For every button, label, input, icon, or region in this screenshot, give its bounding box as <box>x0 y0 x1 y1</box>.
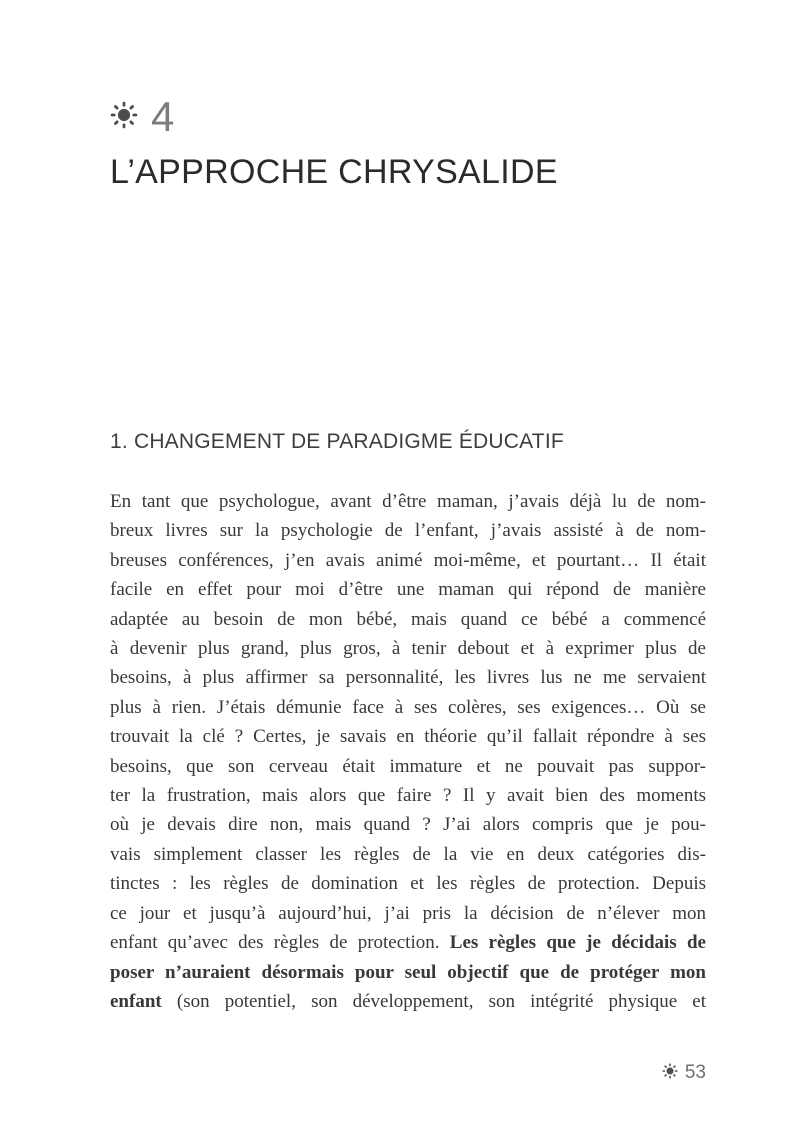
sun-icon <box>110 101 138 134</box>
body-line: breuses conférences, j’en avais animé moi-même, et pourtant… Il était <box>110 549 706 571</box>
body-line: adaptée au besoin de mon bébé, mais quand ce bébé a commencé <box>110 608 706 630</box>
section-heading: 1. CHANGEMENT DE PARADIGME ÉDUCATIF <box>110 430 564 453</box>
body-line: trouvait la clé ? Certes, je savais en théorie qu’il fallait répondre à ses <box>110 726 706 748</box>
body-line: tinctes : les règles de domination et les règles de protection. Depuis <box>110 873 706 895</box>
body-line: enfant qu’avec des règles de protection. Les règles que je décidais de <box>110 932 706 954</box>
body-line: poser n’auraient désormais pour seul objectif que de protéger mon <box>110 961 706 983</box>
page-number: 53 <box>684 1062 706 1084</box>
body-line: enfant (son potentiel, son développement, son intégrité physique et <box>110 990 706 1012</box>
body-line: plus à rien. J’étais démunie face à ses colères, ses exigences… Où se <box>110 696 706 718</box>
chapter-title: L’APPROCHE CHRYSALIDE <box>110 153 558 191</box>
body-line: à devenir plus grand, plus gros, à tenir debout et à exprimer plus de <box>110 638 706 660</box>
body-line: breux livres sur la psychologie de l’enfant, j’avais assisté à de nom- <box>110 520 706 542</box>
chapter-number: 4 <box>151 93 175 140</box>
chapter-marker <box>110 94 706 140</box>
body-line: ce jour et jusqu’à aujourd’hui, j’ai pris la décision de n’élever mon <box>110 902 706 924</box>
body-line: vais simplement classer les règles de la vie en deux catégories dis- <box>110 843 706 865</box>
body-line: besoins, que son cerveau était immature et ne pouvait pas suppor- <box>110 755 706 777</box>
body-line: En tant que psychologue, avant d’être maman, j’avais déjà lu de nom- <box>110 491 706 512</box>
body-line: ter la frustration, mais alors que faire ? Il y avait bien des moments <box>110 785 706 807</box>
body-line: besoins, à plus affirmer sa personnalité, les livres lus ne me servaient <box>110 667 706 689</box>
body-line: où je devais dire non, mais quand ? J’ai alors compris que je pou- <box>110 814 706 836</box>
page-footer <box>110 1062 706 1084</box>
body-paragraph <box>110 487 706 1016</box>
sun-icon <box>662 1063 678 1084</box>
body-line: facile en effet pour moi d’être une maman qui répond de manière <box>110 579 706 601</box>
